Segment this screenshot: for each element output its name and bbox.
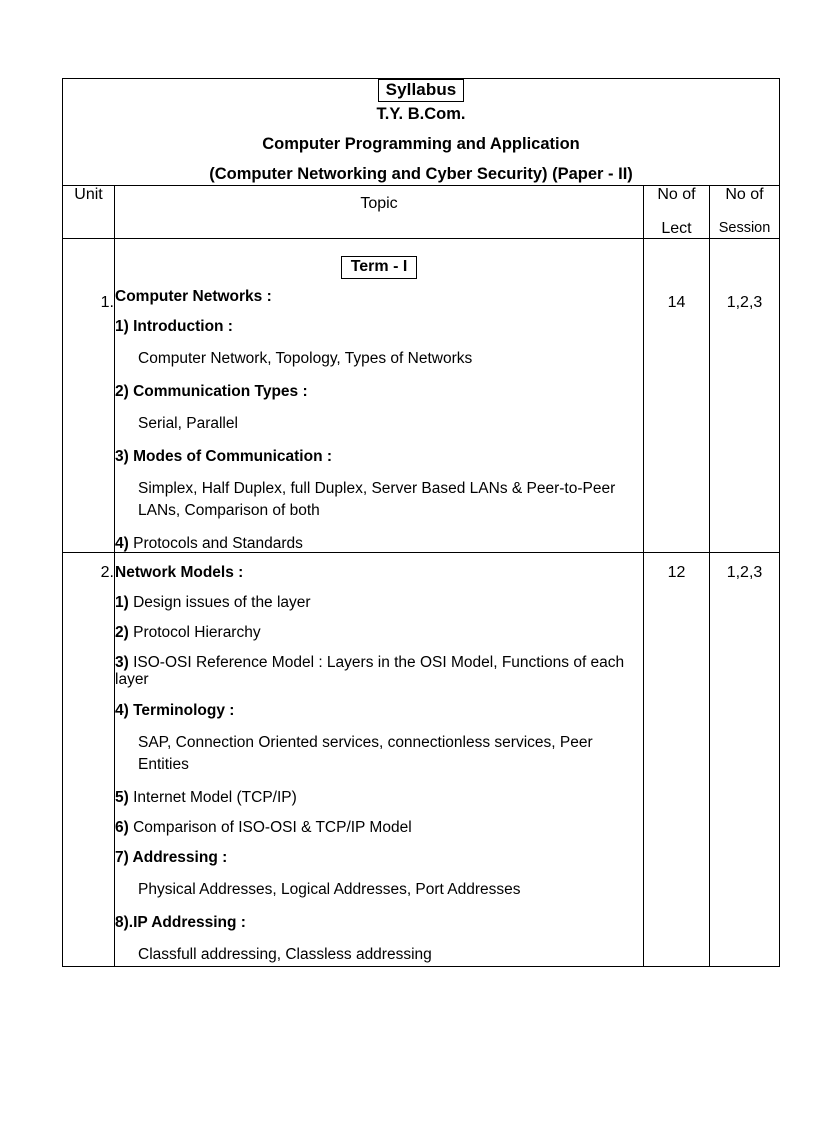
topic-item: [115, 594, 643, 611]
topic-item: [115, 702, 643, 719]
topic-content: [115, 239, 644, 553]
topic-heading: Network Models :: [115, 564, 244, 582]
column-header-row: [63, 186, 780, 239]
topic-item-marker: 4): [115, 535, 129, 553]
topic-item-text: Communication Types :: [128, 383, 308, 401]
topic-item: [115, 849, 643, 866]
column-header-lect: [644, 186, 710, 239]
term-banner-wrap: [115, 239, 643, 288]
topic-item: [115, 819, 643, 836]
topic-item: [115, 624, 643, 641]
topic-content: [115, 553, 644, 966]
degree-line: T.Y. B.Com.: [376, 104, 466, 123]
topic-item: [115, 318, 643, 335]
topic-item-marker: 1): [115, 594, 129, 612]
topic-item: [115, 448, 643, 465]
document-header-row: [63, 79, 780, 186]
topic-item-text: Protocols and Standards: [128, 535, 303, 553]
topic-detail: Simplex, Half Duplex, full Duplex, Server Based LANs & Peer-to-Peer LANs, Comparison of both: [138, 480, 616, 520]
topic-item-marker: 2): [115, 624, 129, 642]
topic-item: [115, 535, 643, 552]
topic-detail: Classfull addressing, Classless addressing: [138, 945, 432, 963]
topic-item-marker: 1): [115, 318, 129, 336]
topic-heading: Computer Networks :: [115, 288, 272, 306]
topic-item-text: Design issues of the layer: [128, 594, 311, 612]
topic-item-text: Introduction :: [128, 318, 233, 336]
topic-item-text: Addressing :: [128, 848, 228, 866]
topic-item-text: Modes of Communication :: [128, 448, 333, 466]
topic-item-text: Internet Model (TCP/IP): [128, 788, 297, 806]
column-header-lect-line1: No of: [657, 186, 696, 204]
column-header-unit: Unit: [63, 186, 115, 239]
topic-item-marker: 2): [115, 383, 129, 401]
lect-count: 14: [644, 239, 710, 553]
topic-detail: SAP, Connection Oriented services, connectionless services, Peer Entities: [138, 733, 593, 773]
topic-item-marker: 3): [115, 448, 129, 466]
paper-line: (Computer Networking and Cyber Security) (Paper - II): [209, 164, 633, 183]
session-count: 1,2,3: [710, 239, 780, 553]
topic-item-marker: 6): [115, 818, 129, 836]
topic-item: [115, 789, 643, 806]
topic-item-marker: 7): [115, 848, 129, 866]
topic-item-marker: 8).: [115, 913, 134, 931]
topic-detail: Physical Addresses, Logical Addresses, Port Addresses: [138, 880, 521, 898]
column-header-topic: Topic: [115, 186, 644, 239]
column-header-session-line2: Session: [718, 220, 771, 237]
syllabus-title-box: Syllabus: [378, 79, 465, 102]
unit-number: 1.: [63, 239, 115, 553]
table-row: [63, 239, 780, 553]
topic-detail: Computer Network, Topology, Types of Networks: [138, 350, 473, 368]
course-line: Computer Programming and Application: [262, 135, 580, 154]
column-header-session: [710, 186, 780, 239]
topic-item: [115, 654, 643, 688]
lect-count: 12: [644, 553, 710, 966]
topic-item: [115, 914, 643, 931]
column-header-session-line1: No of: [725, 186, 764, 204]
column-header-lect-line2: Lect: [661, 220, 692, 238]
topic-lines: [115, 288, 643, 552]
topic-item-text: IP Addressing :: [133, 913, 246, 931]
topic-item-text: ISO-OSI Reference Model : Layers in the OSI Model, Functions of each layer: [115, 654, 625, 689]
term-banner: Term - I: [341, 256, 418, 279]
topic-item-marker: 3): [115, 654, 129, 672]
topic-item-text: Comparison of ISO-OSI & TCP/IP Model: [128, 818, 412, 836]
syllabus-table: [62, 78, 780, 967]
topic-item-text: Protocol Hierarchy: [128, 624, 261, 642]
document-header-cell: [63, 79, 780, 186]
unit-number: 2.: [63, 553, 115, 966]
topic-item-text: Terminology :: [128, 701, 235, 719]
table-row: [63, 553, 780, 966]
session-count: 1,2,3: [710, 553, 780, 966]
topic-item-marker: 4): [115, 701, 129, 719]
topic-item: [115, 383, 643, 400]
topic-lines: [115, 564, 643, 965]
topic-item-marker: 5): [115, 788, 129, 806]
topic-detail: Serial, Parallel: [138, 415, 238, 433]
